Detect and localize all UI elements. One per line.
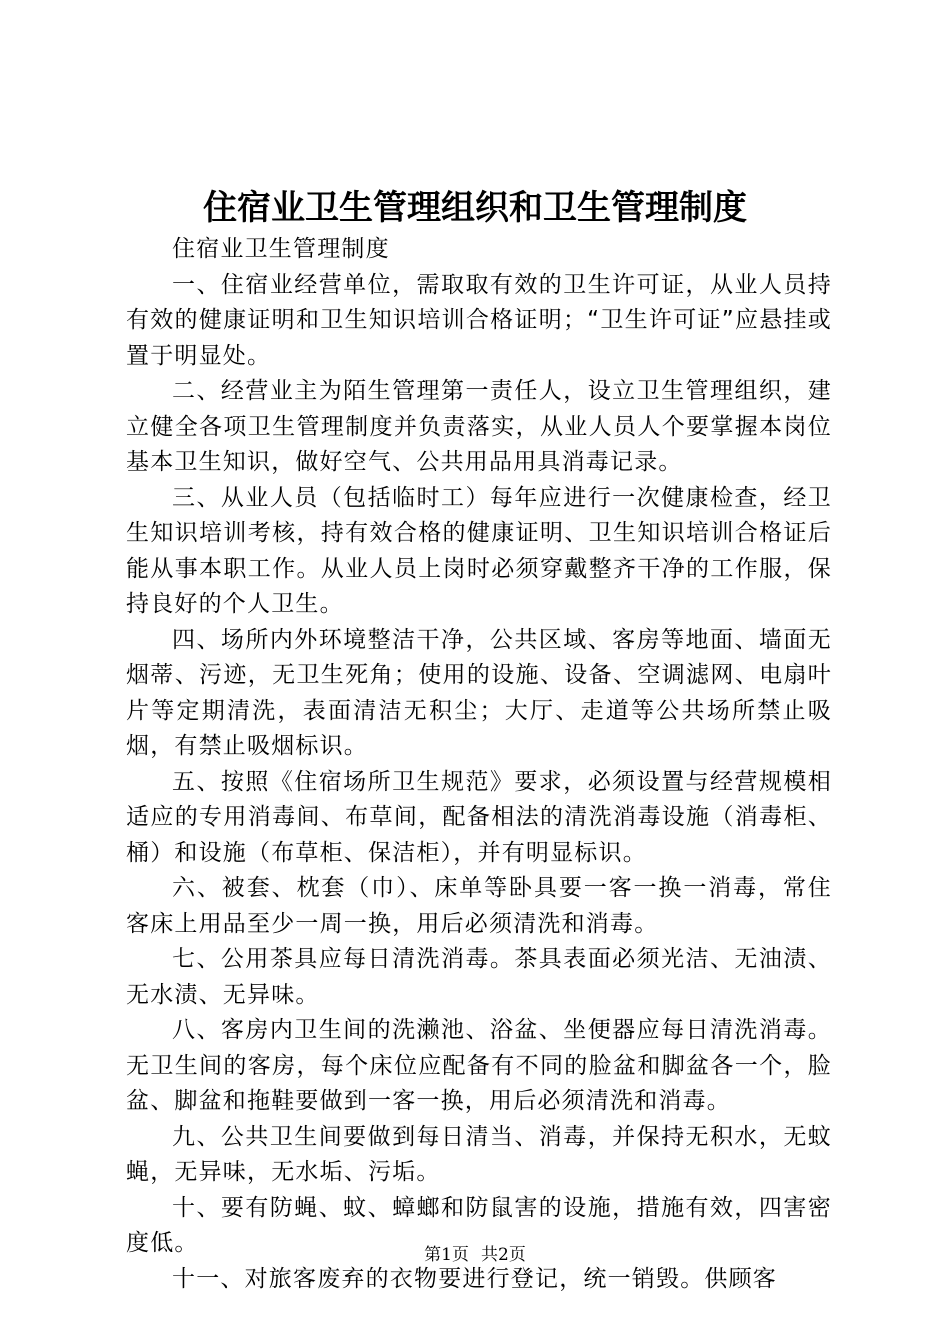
paragraph-1: 一、住宿业经营单位，需取取有效的卫生许可证，从业人员持有效的健康证明和卫生知识培训合格证明；“卫生许可证”应悬挂或置于明显处。: [126, 271, 832, 369]
paragraph-7: 七、公用茶具应每日清洗消毒。茶具表面必须光洁、无油渍、无水渍、无异味。: [126, 946, 832, 1008]
paragraph-9: 九、公共卫生间要做到每日清当、消毒，并保持无积水，无蚊蝇，无异味，无水垢、污垢。: [126, 1123, 832, 1185]
section-subheading: 住宿业卫生管理制度: [172, 236, 390, 262]
paragraph-2: 二、经营业主为陌生管理第一责任人，设立卫生管理组织，建立健全各项卫生管理制度并负责落实，从业人员人个要掌握本岗位基本卫生知识，做好空气、公共用品用具消毒记录。: [126, 378, 832, 475]
paragraph-5: 五、按照《住宿场所卫生规范》要求，必须设置与经营规模相适应的专用消毒间、布草间，配备相法的清洗消毒设施（消毒柜、桶）和设施（布草柜、保洁柜），并有明显标识。: [126, 768, 832, 866]
document-body: [126, 232, 832, 1297]
page-number-current: 第1页: [424, 1245, 469, 1265]
document-title: 住宿业卫生管理组织和卫生管理制度: [203, 188, 747, 228]
page-number-total: 共2页: [481, 1245, 526, 1265]
paragraph-6: 六、被套、枕套（巾）、床单等卧具要一客一换一消毒，常住客床上用品至少一周一换，用后必须清洗和消毒。: [126, 875, 832, 937]
paragraph-10: 十、要有防蝇、蚊、蟑螂和防鼠害的设施，措施有效，四害密度低。: [126, 1194, 832, 1256]
paragraph-3: 三、从业人员（包括临时工）每年应进行一次健康检查，经卫生知识培训考核，持有效合格的健康证明、卫生知识培训合格证后能从事本职工作。从业人员上岗时必须穿戴整齐干净的工作服，保持良好的个人卫生。: [126, 484, 832, 617]
paragraph-11: 十一、对旅客废弃的衣物要进行登记，统一销毁。供顾客: [172, 1265, 777, 1292]
paragraph-8: 八、客房内卫生间的洗濑池、浴盆、坐便器应每日清洗消毒。无卫生间的客房，每个床位应配备有不同的脸盆和脚盆各一个，脸盆、脚盆和拖鞋要做到一客一换，用后必须清洗和消毒。: [126, 1017, 832, 1114]
page-footer: [0, 1244, 950, 1266]
paragraph-4: 四、场所内外环境整洁干净，公共区域、客房等地面、墙面无烟蒂、污迹，无卫生死角；使用的设施、设备、空调滤网、电扇叶片等定期清洗，表面清洁无积尘；大厅、走道等公共场所禁止吸烟，有禁止吸烟标识。: [126, 626, 832, 759]
